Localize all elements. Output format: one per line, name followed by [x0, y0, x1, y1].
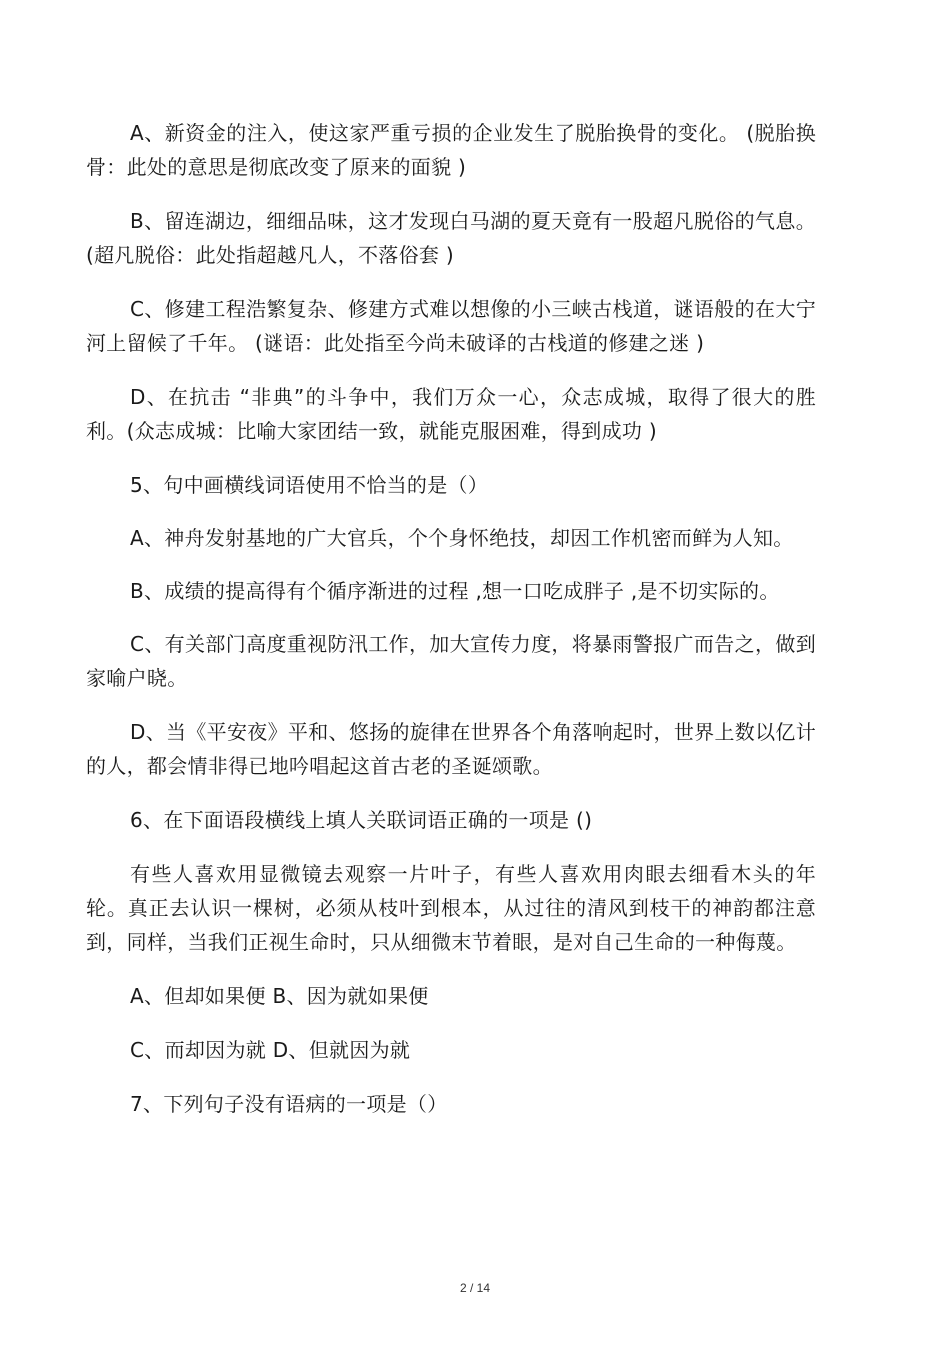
question-5-option-b: B、成绩的提高得有个循序渐进的过程 ,想一口吃成胖子 ,是不切实际的。 [130, 579, 780, 603]
option-c-paragraph: C、修建工程浩繁复杂、修建方式难以想像的小三峡古栈道，谜语般的在大宁河上留候了千年。 (谜语：此处指至今尚未破译的古栈道的修建之迷 ) [86, 297, 816, 355]
question-7: 7、下列句子没有语病的一项是（） [130, 1092, 448, 1116]
question-5: 5、句中画横线词语使用不恰当的是（） [130, 473, 489, 497]
question-5-option-a: A、神舟发射基地的广大官兵，个个身怀绝技，却因工作机密而鲜为人知。 [130, 526, 794, 550]
question-6-passage: 有些人喜欢用显微镜去观察一片叶子，有些人喜欢用肉眼去细看木头的年轮。真正去认识一棵树，必须从枝叶到根本，从过往的清风到枝干的神韵都注意到，同样，当我们正视生命时，只从细微末节着眼，是对自己生命的一种侮蔑。 [86, 862, 816, 954]
option-a-paragraph: A、新资金的注入，使这家严重亏损的企业发生了脱胎换骨的变化。 (脱胎换骨：此处的意思是彻底改变了原来的面貌 ) [86, 121, 816, 179]
option-d-paragraph: D、在抗击 “非典”的斗争中，我们万众一心，众志成城，取得了很大的胜利。(众志成城：比喻大家团结一致，就能克服困难，得到成功 ) [86, 385, 816, 443]
document-body [86, 116, 816, 1141]
question-5-option-c: C、有关部门高度重视防汛工作，加大宣传力度，将暴雨警报广而告之，做到家喻户晓。 [86, 632, 816, 690]
option-b-paragraph: B、留连湖边，细细品味，这才发现白马湖的夏天竟有一股超凡脱俗的气息。(超凡脱俗：此处指超越凡人，不落俗套 ) [86, 209, 816, 267]
question-6: 6、在下面语段横线上填人关联词语正确的一项是 () [130, 808, 593, 832]
question-6-options-ab: A、但却如果便 B、因为就如果便 [130, 984, 429, 1008]
question-6-options-cd: C、而却因为就 D、但就因为就 [130, 1038, 411, 1062]
question-5-option-d: D、当《平安夜》平和、悠扬的旋律在世界各个角落响起时，世界上数以亿计的人，都会情非得已地吟唱起这首古老的圣诞颂歌。 [86, 720, 816, 778]
page-number: 2 / 14 [459, 1281, 491, 1295]
